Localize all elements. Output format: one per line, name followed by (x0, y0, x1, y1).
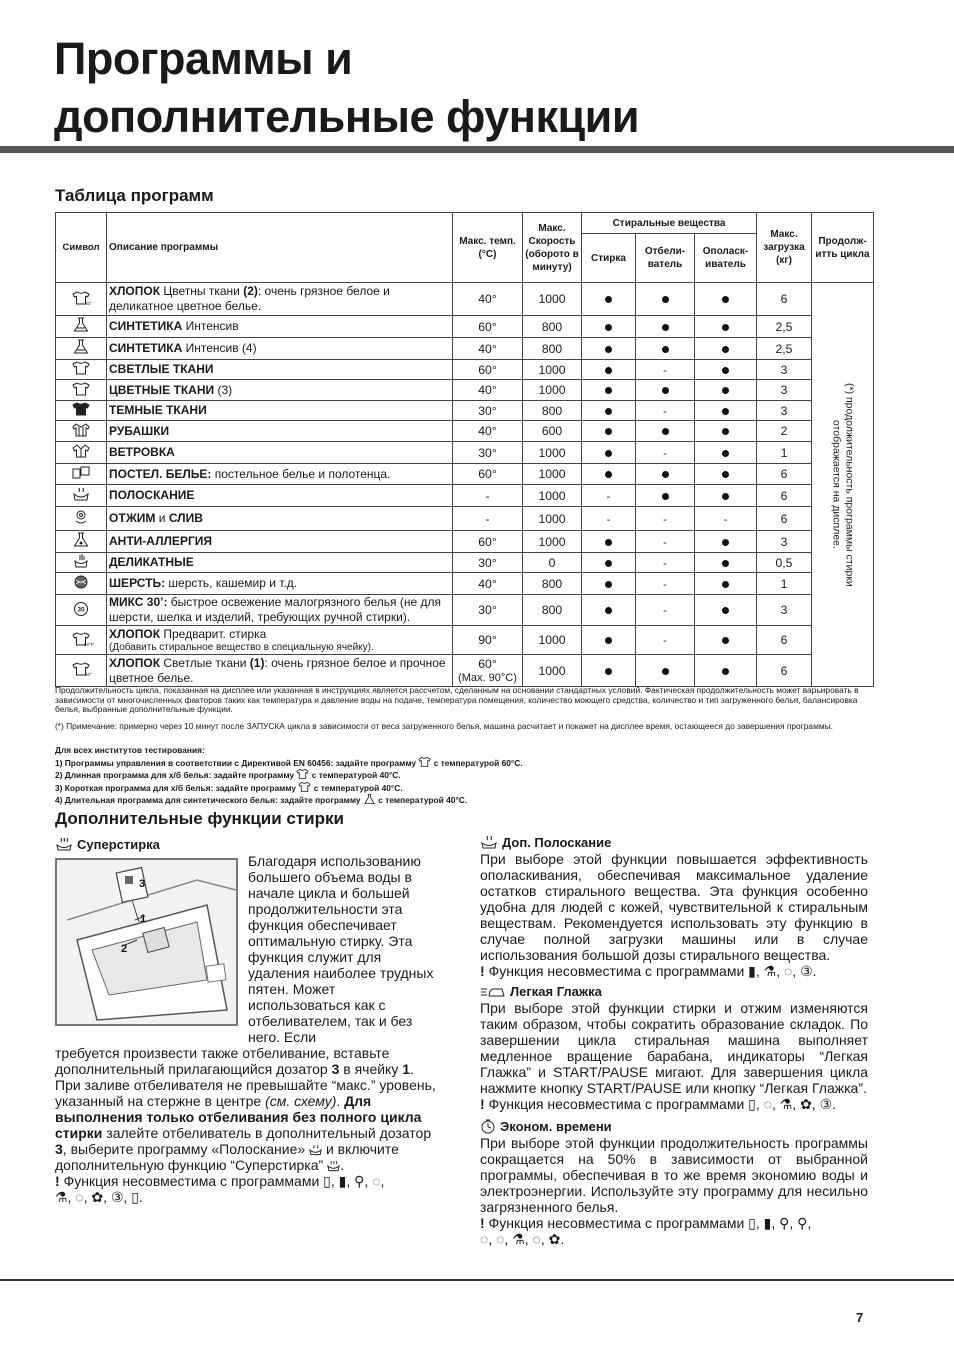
superwash-text-narrow: Благодаря использованию большего объема воды в начале цикла и большей продолжительности эта функция обеспечивает оптимальную стирку. Эта функция служит для удаления наиболее трудных пятен. Может использоваться как с отбеливателем, так и без него. Если (248, 853, 434, 1045)
svg-text:90°P: 90°P (84, 641, 94, 647)
wash-cell (582, 464, 636, 485)
program-name: ХЛОПОК (109, 284, 161, 298)
bleach-cell (636, 626, 695, 655)
synthetic-icon (72, 339, 90, 355)
max-speed-cell: 800 (523, 316, 582, 338)
iron-icon (480, 985, 506, 999)
mix-30-icon (72, 601, 90, 617)
dot-mark (722, 324, 729, 331)
table-row (56, 531, 874, 553)
wash-cell (582, 485, 636, 507)
dot-mark (722, 428, 729, 435)
shirts-icon (72, 422, 90, 438)
max-speed-cell: 1000 (523, 360, 582, 380)
wash-cell (582, 283, 636, 316)
symbol-cell (56, 655, 107, 687)
table-row (56, 553, 874, 573)
light-fabrics-icon (72, 360, 90, 376)
superwash-icon (327, 1159, 340, 1171)
table-row (56, 573, 874, 595)
softener-cell (695, 626, 757, 655)
dash-mark: - (663, 405, 667, 418)
easy-iron-text: При выборе этой функции стирки и отжим изменяются таким образом, чтобы сократить образование складок. По завершении цикла стиральная машина выполняет медленное вращение барабана, индикаторы “Легкая Глажка” и START/PAUSE мигают. Для завершения цикла нажмите кнопку START/PAUSE или кнопку “Легкая Глажка”. (480, 1000, 868, 1096)
symbol-cell (56, 485, 107, 507)
bleach-cell (636, 442, 695, 464)
dot-mark (605, 324, 612, 331)
extra-rinse-text: При выборе этой функции повышается эффективность ополаскивания, обеспечивая максимальное удаление остатков стирального вещества. Эта функция особенно удобна для людей с кожей, чувствительной к стиральным веществам. Рекомендуется использовать эту функцию в случае полной загрузки машины или в случае использования большой дозы стирального вещества. (480, 851, 868, 963)
symbol-cell (56, 380, 107, 401)
dash-mark: - (606, 490, 611, 503)
softener-cell (695, 485, 757, 507)
dot-mark (722, 581, 729, 588)
dot-mark (605, 668, 612, 675)
dot-mark (662, 428, 669, 435)
dot-mark (722, 637, 729, 644)
dot-mark (722, 450, 729, 457)
clock-icon (480, 1118, 496, 1134)
wash-cell (582, 360, 636, 380)
max-load-cell: 2 (757, 421, 812, 442)
program-name: ПОСТЕЛ. БЕЛЬЕ: (109, 466, 212, 481)
program-name: ДЕЛИКАТНЫЕ (109, 555, 194, 569)
description-cell: ХЛОПОК Светлые ткани (1): очень грязное белое и прочное цветное белье. (107, 655, 453, 687)
dot-mark (605, 637, 612, 644)
softener-cell (695, 507, 757, 531)
dot-mark (662, 471, 669, 478)
description-cell (107, 442, 453, 464)
dot-mark (605, 367, 612, 374)
dot-mark (662, 387, 669, 394)
description-cell (107, 421, 453, 442)
wash-cell (582, 380, 636, 401)
description-cell: МИКС 30’: быстрое освежение малогрязного белья (не для шерсти, шелка и изделий, требующих ручной стирки). (107, 595, 453, 626)
table-row (56, 595, 874, 626)
dot-mark (722, 367, 729, 374)
softener-cell (695, 442, 757, 464)
max-load-cell: 3 (757, 380, 812, 401)
jacket-icon (72, 443, 90, 459)
softener-cell (695, 464, 757, 485)
extra-rinse-icon (480, 834, 498, 850)
max-temp-cell: 90° (453, 626, 523, 655)
duration-cell (812, 283, 874, 687)
wash-cell (582, 442, 636, 464)
max-speed-cell: 1000 (523, 464, 582, 485)
program-name: СИНТЕТИКА (109, 319, 183, 333)
dot-mark (722, 296, 729, 303)
max-speed-cell: 1000 (523, 531, 582, 553)
description-cell (107, 360, 453, 380)
softener-cell (695, 338, 757, 360)
program-name: АНТИ-АЛЛЕРГИЯ (109, 534, 212, 548)
program-name: РУБАШКИ (109, 423, 170, 438)
max-temp-cell: 30° (453, 595, 523, 626)
max-load-cell: 3 (757, 595, 812, 626)
title-rule (0, 146, 954, 153)
max-speed-cell: 800 (523, 338, 582, 360)
max-speed-cell: 800 (523, 595, 582, 626)
softener-cell (695, 360, 757, 380)
dot-mark (722, 387, 729, 394)
header-max-load: Макс. загрузка (кг) (757, 213, 812, 283)
description-cell (107, 401, 453, 421)
program-name: МИКС 30’: (109, 595, 168, 609)
header-max-temp: Макс. темп. (°С) (453, 213, 523, 283)
max-load-cell: 2,5 (757, 338, 812, 360)
softener-cell (695, 401, 757, 421)
bleach-cell (636, 401, 695, 421)
program-name: ВЕТРОВКА (109, 445, 175, 459)
easy-iron-incompat: ! Функция несовместима с программами ▯, ◌, ⚗, ✿, ③. (480, 1096, 837, 1112)
symbol-cell (56, 421, 107, 442)
shirt-icon (298, 781, 311, 793)
description-cell (107, 553, 453, 573)
symbol-cell (56, 507, 107, 531)
bottom-rule (0, 1279, 954, 1281)
softener-cell (695, 316, 757, 338)
table-row (56, 401, 874, 421)
dot-mark (605, 408, 612, 415)
header-detergents: Стиральные вещества (582, 213, 757, 234)
max-temp-cell: 60° (453, 531, 523, 553)
table-row (56, 421, 874, 442)
max-load-cell: 0,5 (757, 553, 812, 573)
max-speed-cell: 800 (523, 573, 582, 595)
dot-mark (722, 539, 729, 546)
superwash-incompatible-icons: ▯, ▮, ⚲, ◌, ⚗, ◌, ✿, ③, ▯. (55, 1173, 385, 1205)
max-temp-cell: 40° (453, 421, 523, 442)
bedding-icon (72, 465, 90, 481)
dot-mark (662, 346, 669, 353)
symbol-cell (56, 338, 107, 360)
program-name: ЦВЕТНЫЕ ТКАНИ (109, 382, 215, 397)
header-bleach: Отбели-ватель (636, 234, 695, 283)
max-speed-cell: 1000 (523, 626, 582, 655)
page-number: 7 (856, 1310, 864, 1325)
table-row (56, 626, 874, 655)
dark-fabrics-icon (72, 401, 90, 417)
bleach-cell (636, 338, 695, 360)
callout-2: 2 (121, 943, 128, 955)
max-temp-cell: 40° (453, 283, 523, 316)
dot-mark (662, 324, 669, 331)
program-name: СВЕТЛЫЕ ТКАНИ (109, 362, 214, 376)
callout-1: 1 (140, 913, 147, 925)
dash-mark: - (723, 513, 728, 526)
time-saver-incompat: ! Функция несовместима с программами ▯, ▮, ⚲, ⚲, ◌, ◌, ⚗, ◌, ✿. (480, 1215, 812, 1247)
max-temp-cell: - (453, 507, 523, 531)
superwash-icon (55, 836, 73, 852)
bleach-cell (636, 485, 695, 507)
softener-cell (695, 380, 757, 401)
shirt-icon (418, 756, 431, 768)
synthetic-icon (72, 317, 90, 333)
spin-drain-icon (72, 509, 90, 525)
superwash-heading: Суперстирка (55, 836, 437, 852)
bleach-cell (636, 316, 695, 338)
description-cell: СИНТЕТИКА Интенсив (4) (107, 338, 453, 360)
description-cell: ХЛОПОК Цветны ткани (2): очень грязное белое и деликатное цветное белье. (107, 283, 453, 316)
table-row (56, 655, 874, 687)
softener-cell (695, 553, 757, 573)
extra-rinse-incompat: ! Функция несовместима с программами ▮, ⚗, ◌, ③. (480, 963, 817, 979)
wash-cell (582, 338, 636, 360)
cotton-60-icon (72, 661, 90, 677)
table-row (56, 316, 874, 338)
page-title: Программы и дополнительные функции (54, 33, 639, 142)
colored-fabrics-icon (72, 381, 90, 397)
dot-mark (722, 493, 729, 500)
cotton-prewash-icon (72, 631, 94, 647)
symbol-cell (56, 573, 107, 595)
softener-cell (695, 595, 757, 626)
header-description: Описание программы (107, 213, 453, 283)
description-cell: ХЛОПОК Предварит. стирка (Добавить стиральное вещество в специальную ячейку). (107, 626, 453, 655)
description-cell: ОТЖИМ и СЛИВ (107, 507, 453, 531)
max-load-cell: 3 (757, 531, 812, 553)
dispenser-illustration (55, 858, 238, 1026)
dot-mark (722, 346, 729, 353)
max-temp-cell: 60° (453, 360, 523, 380)
dot-mark (605, 450, 612, 457)
max-load-cell: 6 (757, 626, 812, 655)
easy-iron-heading: Легкая Глажка (480, 984, 868, 999)
header-wash: Стирка (582, 234, 636, 283)
dot-mark (605, 560, 612, 567)
max-temp-cell: - (453, 485, 523, 507)
symbol-cell (56, 626, 107, 655)
note-star: (*) Примечание: примерно через 10 минут после ЗАПУСКА цикла в зависимости от веса загруженного белья, машина расчитает и покажет на дисплее время, остающееся до завершения программы. (55, 721, 833, 731)
bleach-cell (636, 464, 695, 485)
max-temp-cell: 40° (453, 573, 523, 595)
max-load-cell: 6 (757, 655, 812, 687)
softener-cell (695, 573, 757, 595)
dash-mark: - (663, 536, 667, 549)
note-duration: Продолжительность цикла, показанная на дисплее или указанная в инструкциях является рассчетом, сделанным на основании стандартных условий. Фактическая продолжительность может варьировать в зависимости от многочисленных факторов таких как температура и давление воды на подаче, температура помещения, количество моющего средства, количество и тип загруженного белья, балансировка белья, выбранные дополнительные функции. (55, 685, 859, 715)
superwash-text-wide: требуется произвести также отбеливание, вставьте дополнительный прилагающийся дозатор 3 в ячейку 1. При заливе отбеливателя не превышайте “макс.” уровень, указанный на стержне в центре (см. схему). Для выполнения только отбеливания без полного цикла стирки залейте отбеливатель в дополнительный дозатор 3, выберите программу «Полоскание» и включите дополнительную функцию “Суперстирка” . ! Функция несовместима с программами ▯, ▮, ⚲, ◌, ⚗, ◌, ✿, ③, ▯. (55, 1045, 436, 1205)
description-cell: ПОСТЕЛ. БЕЛЬЕ: постельное белье и полотенца. (107, 464, 453, 485)
program-name: ХЛОПОК (109, 626, 161, 641)
svg-text:60°: 60° (85, 672, 92, 677)
dot-mark (722, 607, 729, 614)
shirt-icon (296, 768, 309, 780)
dot-mark (722, 560, 729, 567)
softener-cell (695, 655, 757, 687)
wash-cell (582, 553, 636, 573)
rinse-icon (72, 486, 90, 502)
dot-mark (605, 581, 612, 588)
time-saver-heading: Эконом. времени (480, 1118, 868, 1134)
table-row (56, 464, 874, 485)
max-load-cell: 6 (757, 464, 812, 485)
table-row (56, 442, 874, 464)
max-temp-cell: 40° (453, 380, 523, 401)
program-name: ПОЛОСКАНИЕ (109, 488, 195, 502)
testing-notes: Для всех институтов тестирования: 1) Программы управления в соответствии с Директивой EN 60456: задайте программу с температурой 60°С. 2) Длинная программа для х/б белья: задайте программу с температурой 40°С. 3) Короткая программа для х/б белья: задайте программу с температурой 40°С. 4) Длительная программа для синтетического белья: задайте программу с температурой 40°С. (55, 745, 523, 806)
max-speed-cell: 1000 (523, 442, 582, 464)
wash-cell (582, 595, 636, 626)
bleach-cell (636, 553, 695, 573)
max-temp-cell: 60° (453, 316, 523, 338)
symbol-cell (56, 283, 107, 316)
max-load-cell: 3 (757, 360, 812, 380)
symbol-cell (56, 553, 107, 573)
max-speed-cell: 0 (523, 553, 582, 573)
dash-mark: - (663, 513, 667, 526)
program-name: ШЕРСТЬ: (109, 576, 166, 590)
bleach-cell (636, 573, 695, 595)
dot-mark (605, 471, 612, 478)
table-row (56, 485, 874, 507)
max-temp-cell: 60° (Max. 90°C) (453, 655, 523, 687)
wash-cell (582, 507, 636, 531)
dot-mark (605, 296, 612, 303)
bleach-cell (636, 507, 695, 531)
dot-mark (662, 493, 669, 500)
dash-mark: - (663, 364, 667, 377)
svg-text:30: 30 (77, 606, 85, 613)
program-name: ТЕМНЫЕ ТКАНИ (109, 403, 207, 417)
wash-cell (582, 573, 636, 595)
header-duration: Продолж-итть цикла (812, 213, 874, 283)
rinse-icon (309, 1143, 322, 1155)
program-table (55, 212, 874, 687)
max-speed-cell: 800 (523, 401, 582, 421)
description-cell: ЦВЕТНЫЕ ТКАНИ (3) (107, 380, 453, 401)
softener-cell (695, 421, 757, 442)
max-speed-cell: 1000 (523, 380, 582, 401)
dash-mark: - (606, 513, 611, 526)
max-load-cell: 2,5 (757, 316, 812, 338)
dot-mark (722, 668, 729, 675)
symbol-cell (56, 531, 107, 553)
max-temp-cell: 30° (453, 442, 523, 464)
wash-cell (582, 401, 636, 421)
dot-mark (662, 668, 669, 675)
bleach-cell (636, 421, 695, 442)
program-name: ХЛОПОК (109, 655, 161, 670)
wash-cell (582, 626, 636, 655)
wash-cell (582, 655, 636, 687)
flask-icon (363, 793, 376, 805)
max-speed-cell: 1000 (523, 655, 582, 687)
extra-rinse-heading: Доп. Полоскание (480, 834, 868, 850)
header-max-speed: Макс. Скорость (оборото в минуту) (523, 213, 582, 283)
max-load-cell: 3 (757, 401, 812, 421)
duration-note: (*) продолжительность программы стирки отображается на дисплее. (830, 382, 856, 587)
bleach-cell (636, 283, 695, 316)
delicate-icon (72, 553, 90, 569)
program-name: ОТЖИМ (109, 511, 156, 525)
wool-icon (72, 574, 90, 590)
dot-mark (605, 428, 612, 435)
dash-mark: - (663, 557, 667, 570)
dot-mark (605, 539, 612, 546)
callout-3: 3 (139, 878, 146, 890)
dot-mark (605, 346, 612, 353)
dash-mark: - (663, 605, 667, 617)
max-load-cell: 6 (757, 283, 812, 316)
symbol-cell (56, 401, 107, 421)
description-cell: СИНТЕТИКА Интенсив (107, 316, 453, 338)
symbol-cell (56, 360, 107, 380)
max-temp-cell: 40° (453, 338, 523, 360)
max-load-cell: 6 (757, 507, 812, 531)
dot-mark (722, 471, 729, 478)
dash-mark: - (663, 447, 667, 460)
description-cell: ШЕРСТЬ: шерсть, кашемир и т.д. (107, 573, 453, 595)
max-speed-cell: 600 (523, 421, 582, 442)
svg-text:40°: 40° (85, 300, 92, 306)
header-symbol: Символ (56, 213, 107, 283)
max-temp-cell: 30° (453, 401, 523, 421)
cotton-40-icon (72, 290, 90, 306)
extra-rinse-section (480, 834, 868, 1247)
symbol-cell (56, 464, 107, 485)
dash-mark: - (663, 578, 667, 591)
table-row (56, 380, 874, 401)
dot-mark (605, 387, 612, 394)
time-saver-text: При выборе этой функции продолжительность программы сокращается на 50% в зависимости от выбранной программы, обеспечивая в то же время экономию воды и электроэнергии. Используйте эту программу для несильно загрязненного белья. (480, 1135, 868, 1215)
table-heading: Таблица программ (55, 186, 214, 205)
program-name: СИНТЕТИКА (109, 341, 183, 355)
bleach-cell (636, 655, 695, 687)
symbol-cell (56, 442, 107, 464)
symbol-cell (56, 316, 107, 338)
max-load-cell: 6 (757, 485, 812, 507)
header-softener: Ополаск-иватель (695, 234, 757, 283)
max-speed-cell: 1000 (523, 507, 582, 531)
bleach-cell (636, 380, 695, 401)
wash-cell (582, 316, 636, 338)
wash-cell (582, 421, 636, 442)
superwash-section (55, 836, 437, 852)
bleach-cell (636, 531, 695, 553)
max-temp-cell: 30° (453, 553, 523, 573)
functions-heading: Дополнительные функции стирки (55, 809, 344, 828)
softener-cell (695, 531, 757, 553)
max-load-cell: 1 (757, 573, 812, 595)
table-row (56, 283, 874, 316)
dot-mark (662, 296, 669, 303)
table-row (56, 338, 874, 360)
bleach-cell (636, 360, 695, 380)
softener-cell (695, 283, 757, 316)
dot-mark (605, 607, 612, 614)
anti-allergy-icon (72, 532, 90, 548)
dot-mark (722, 408, 729, 415)
symbol-cell (56, 595, 107, 626)
table-row (56, 360, 874, 380)
description-cell (107, 531, 453, 553)
bleach-cell (636, 595, 695, 626)
max-speed-cell: 1000 (523, 283, 582, 316)
table-row (56, 507, 874, 531)
max-temp-cell: 60° (453, 464, 523, 485)
dash-mark: - (663, 635, 667, 647)
max-speed-cell: 1000 (523, 485, 582, 507)
description-cell (107, 485, 453, 507)
max-load-cell: 1 (757, 442, 812, 464)
wash-cell (582, 531, 636, 553)
